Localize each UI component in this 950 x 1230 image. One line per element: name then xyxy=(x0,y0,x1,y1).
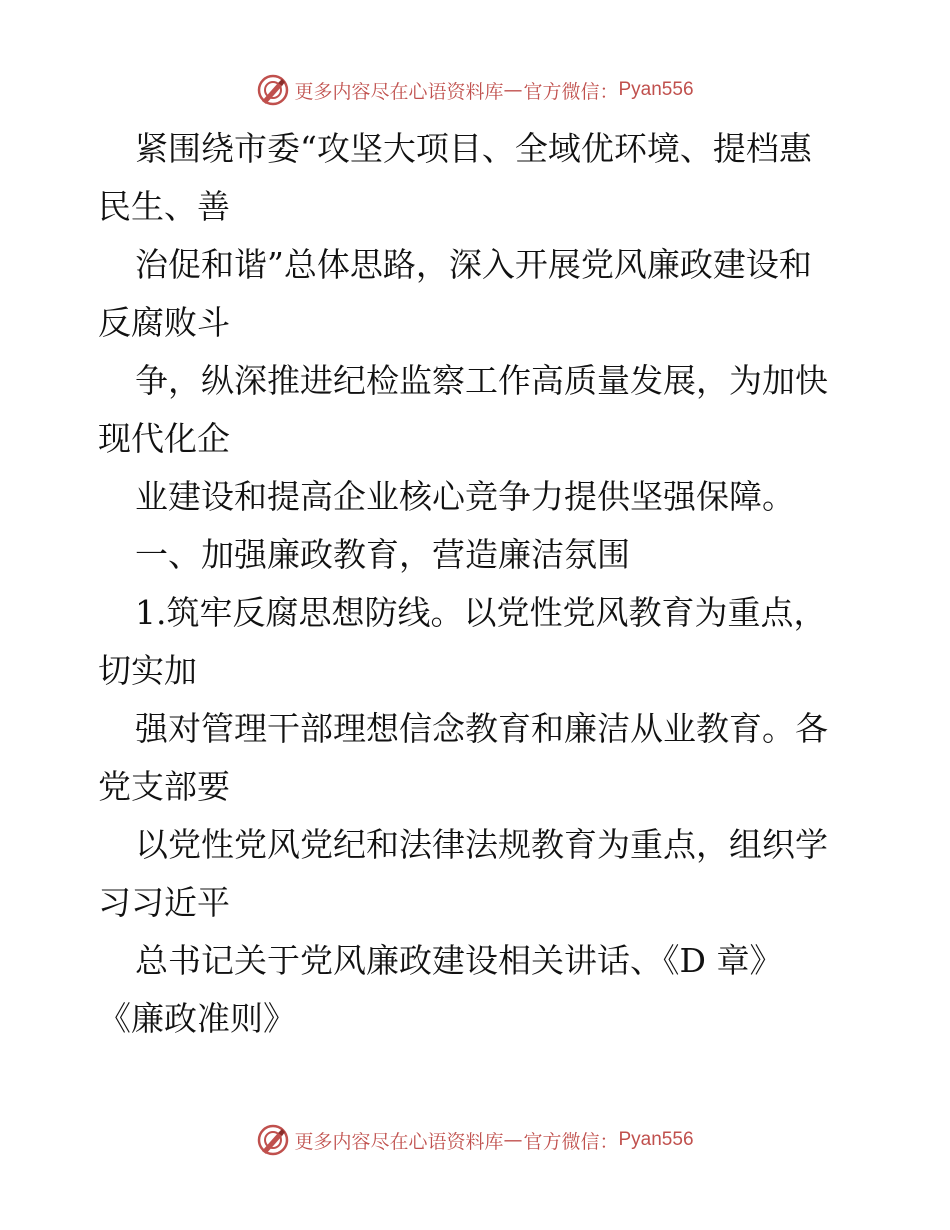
pen-logo-icon xyxy=(256,73,290,107)
banner-wechat-label: 官方微信： xyxy=(523,80,619,103)
body-line: 切实加 xyxy=(98,651,197,690)
body-line: 争，纵深推进纪检监察工作高质量发展，为加快 xyxy=(135,361,828,400)
section-heading: 一、加强廉政教育，营造廉洁氛围 xyxy=(135,535,630,574)
banner-separator: — xyxy=(503,79,524,101)
body-line: 《廉政准则》 xyxy=(98,999,296,1038)
pen-logo-icon xyxy=(256,1123,290,1157)
body-line: 强对管理干部理想信念教育和廉洁从业教育。各 xyxy=(135,709,828,748)
banner-brand-text: 更多内容尽在心语资料库 xyxy=(294,80,504,103)
body-line: 以党性党风党纪和法律法规教育为重点，组织学 xyxy=(135,825,828,864)
body-line: 民生、善 xyxy=(98,187,230,226)
banner-separator: — xyxy=(503,1129,524,1151)
body-line: 1.筑牢反腐思想防线。以党性党风教育为重点， xyxy=(135,593,827,632)
body-line: 现代化企 xyxy=(98,419,230,458)
banner-wechat-id: Pyan556 xyxy=(618,1129,694,1150)
header-banner xyxy=(0,70,950,110)
footer-banner xyxy=(0,1120,950,1160)
body-line: 治促和谐”总体思路，深入开展党风廉政建设和 xyxy=(135,245,812,284)
body-line: 习习近平 xyxy=(98,883,230,922)
banner-wechat-label: 官方微信： xyxy=(523,1130,619,1153)
body-line: 反腐败斗 xyxy=(98,303,230,342)
banner-wechat-id: Pyan556 xyxy=(618,79,694,100)
body-line: 总书记关于党风廉政建设相关讲话、《D 章》 xyxy=(135,941,783,980)
body-line: 紧围绕市委“攻坚大项目、全域优环境、提档惠 xyxy=(135,129,812,168)
body-line: 业建设和提高企业核心竞争力提供坚强保障。 xyxy=(135,477,795,516)
body-line: 党支部要 xyxy=(98,767,230,806)
banner-brand-text: 更多内容尽在心语资料库 xyxy=(294,1130,504,1153)
document-body xyxy=(98,120,858,1048)
